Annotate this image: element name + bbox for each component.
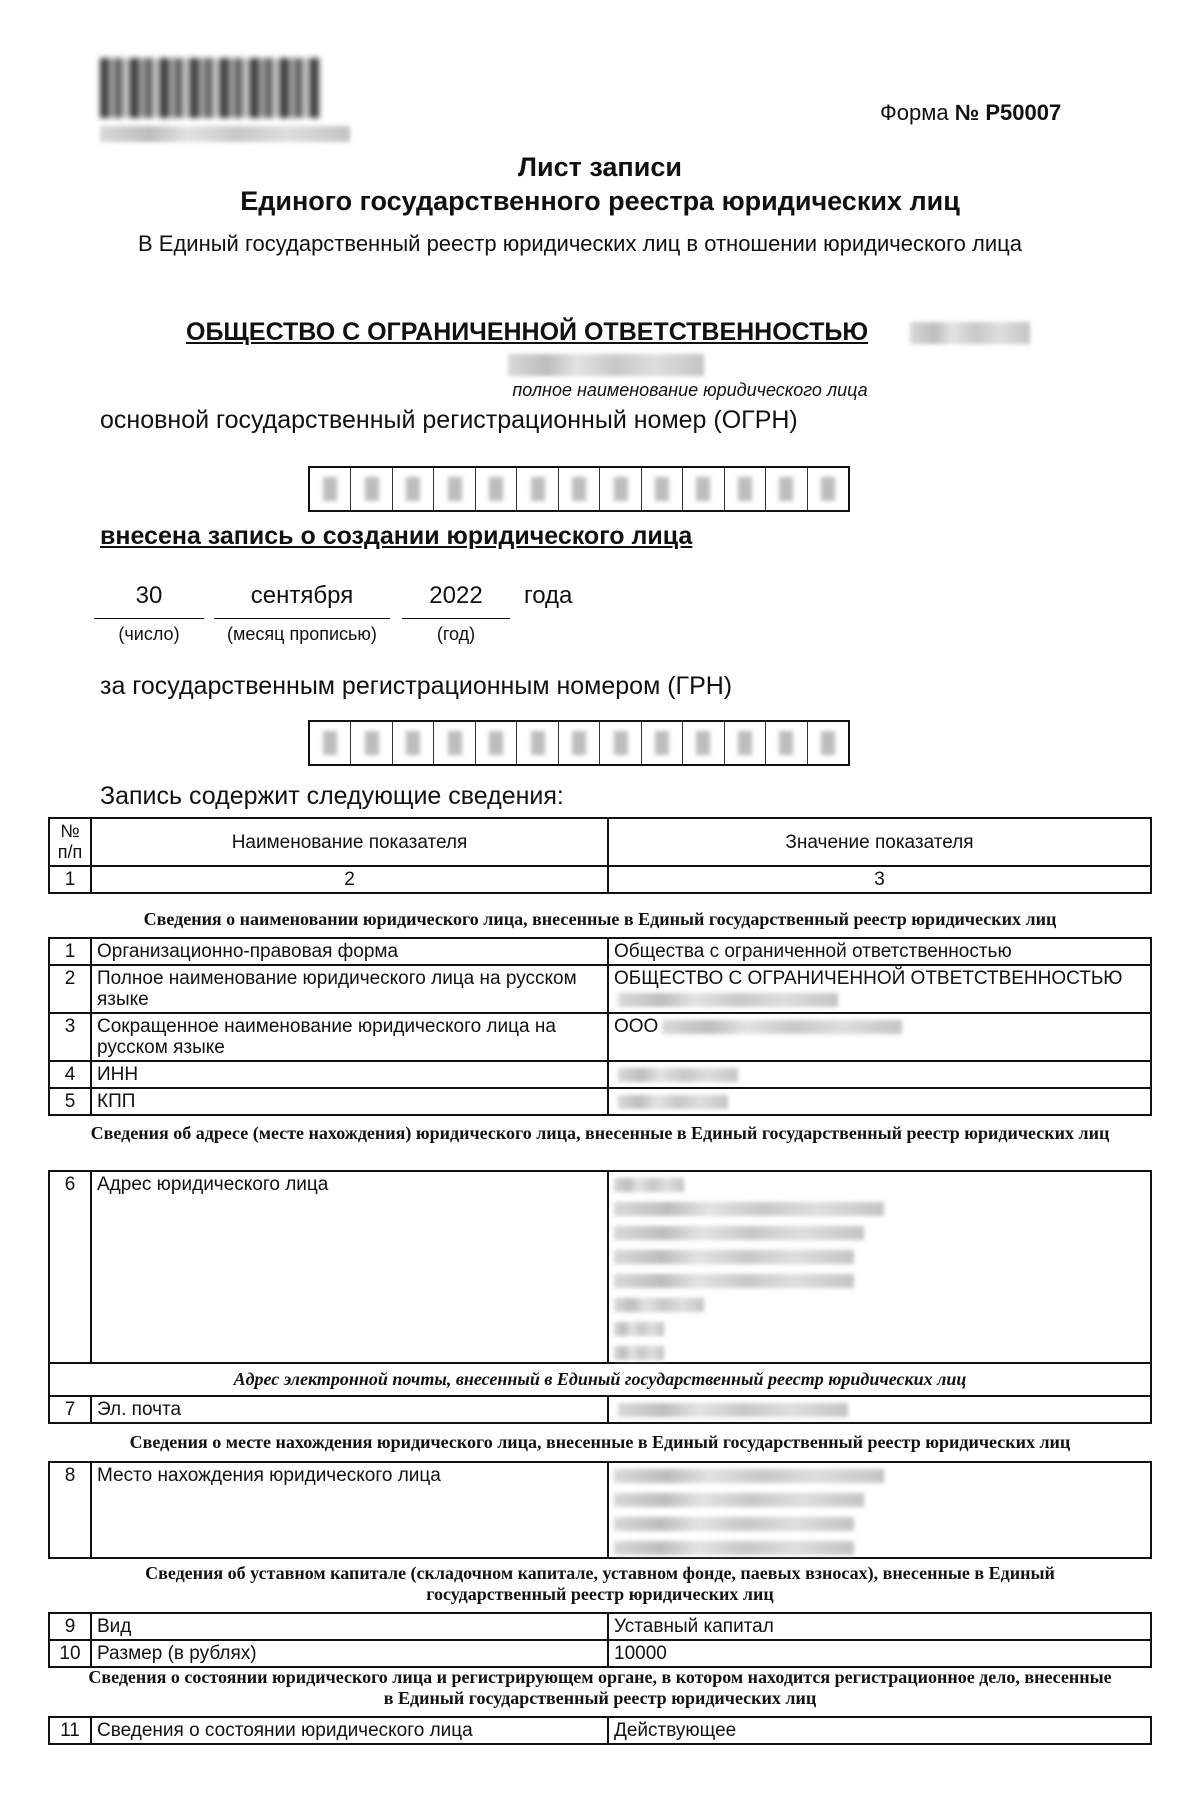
section-address-title: Сведения об адресе (месте нахождения) юридического лица, внесенные в Единый государственный реестр юридических лиц xyxy=(90,1123,1110,1143)
row-value xyxy=(608,1171,1151,1363)
section-location-title: Сведения о месте нахождения юридического лица, внесенные в Единый государственный реестр юридических лиц xyxy=(129,1432,1071,1452)
row-value: 10000 xyxy=(608,1640,1151,1667)
redacted-value xyxy=(618,1068,738,1082)
digit-cell xyxy=(517,468,558,510)
table-row xyxy=(49,1613,1151,1640)
location-table xyxy=(48,1461,1152,1559)
col-value-header: Значение показателя xyxy=(608,818,1151,866)
redacted-value xyxy=(614,1298,704,1312)
intro-text: В Единый государственный реестр юридических лиц в отношении юридического лица xyxy=(138,231,1022,256)
digit-cell xyxy=(600,722,641,764)
barcode-image xyxy=(100,58,320,118)
section-email-title: Адрес электронной почты, внесенный в Единый государственный реестр юридических лиц xyxy=(49,1363,1151,1396)
row-number: 10 xyxy=(49,1640,91,1667)
record-contains: Запись содержит следующие сведения: xyxy=(100,782,564,810)
names-table xyxy=(48,937,1152,1116)
digit-cell xyxy=(766,468,807,510)
org-name-redacted-line2 xyxy=(508,354,704,376)
digit-cell xyxy=(310,468,351,510)
digit-cell xyxy=(725,722,766,764)
org-name-redacted xyxy=(910,322,1030,344)
redacted-value xyxy=(614,1178,684,1192)
row-number: 8 xyxy=(49,1462,91,1558)
form-number xyxy=(880,100,1061,126)
entry-made-heading: внесена запись о создании юридического лица xyxy=(100,522,693,550)
redacted-email xyxy=(618,1403,848,1417)
status-table xyxy=(48,1716,1152,1745)
col-index-1: 1 xyxy=(49,866,91,893)
digit-cell xyxy=(642,722,683,764)
date-month: сентября xyxy=(214,582,390,619)
digit-cell xyxy=(766,722,807,764)
ogrn-digits xyxy=(308,466,850,512)
digit-cell xyxy=(559,468,600,510)
row-number: 4 xyxy=(49,1061,91,1088)
barcode-caption-redacted xyxy=(100,126,350,142)
digit-cell xyxy=(310,722,351,764)
date-month-caption: (месяц прописью) xyxy=(227,624,377,644)
redacted-value xyxy=(614,1541,854,1555)
row-name: Вид xyxy=(91,1613,608,1640)
table-row xyxy=(49,1462,1151,1558)
row-name: КПП xyxy=(91,1088,608,1115)
row-name: Сокращенное наименование юридического лица на русском языке xyxy=(91,1013,608,1061)
row-name: Организационно-правовая форма xyxy=(91,938,608,965)
digit-cell xyxy=(351,468,392,510)
document-title: Лист записи xyxy=(518,152,682,182)
row-value-text: ООО xyxy=(614,1016,659,1037)
table-row xyxy=(49,1013,1151,1061)
row-name: ИНН xyxy=(91,1061,608,1088)
redacted-value xyxy=(614,1274,854,1288)
redacted-value xyxy=(614,1493,864,1507)
table-row xyxy=(49,1061,1151,1088)
redacted-value xyxy=(614,1202,884,1216)
col-index-3: 3 xyxy=(608,866,1151,893)
redacted-value xyxy=(614,1226,864,1240)
row-number: 7 xyxy=(49,1396,91,1423)
digit-cell xyxy=(683,722,724,764)
redacted-value xyxy=(614,1346,664,1360)
capital-table xyxy=(48,1612,1152,1668)
row-number: 1 xyxy=(49,938,91,965)
row-name: Сведения о состоянии юридического лица xyxy=(91,1717,608,1744)
section-status-title: Сведения о состоянии юридического лица и регистрирующем органе, в котором находится регистрационное дело, внесенные в Единый государственный реестр юридических лиц xyxy=(88,1667,1112,1708)
redacted-value xyxy=(618,993,838,1007)
digit-cell xyxy=(476,722,517,764)
col-name-header: Наименование показателя xyxy=(91,818,608,866)
digit-cell xyxy=(476,468,517,510)
grn-digits xyxy=(308,720,850,766)
table-row xyxy=(49,1396,1151,1423)
row-name: Адрес юридического лица xyxy=(91,1171,608,1363)
table-row xyxy=(49,1717,1151,1744)
digit-cell xyxy=(434,468,475,510)
digit-cell xyxy=(559,722,600,764)
row-value xyxy=(608,1061,1151,1088)
row-number: 5 xyxy=(49,1088,91,1115)
row-number: 11 xyxy=(49,1717,91,1744)
digit-cell xyxy=(393,722,434,764)
row-value xyxy=(608,1396,1151,1423)
col-index-2: 2 xyxy=(91,866,608,893)
digit-cell xyxy=(434,722,475,764)
row-value xyxy=(608,965,1151,1013)
form-number-value: № Р50007 xyxy=(954,100,1062,125)
digit-cell xyxy=(725,468,766,510)
date-day-caption: (число) xyxy=(118,624,180,644)
table-row xyxy=(49,1088,1151,1115)
digit-cell xyxy=(808,468,848,510)
date-year-caption: (год) xyxy=(436,624,476,644)
redacted-value xyxy=(614,1322,664,1336)
redacted-value xyxy=(614,1250,854,1264)
row-name: Размер (в рублях) xyxy=(91,1640,608,1667)
ogrn-label: основной государственный регистрационный номер (ОГРН) xyxy=(100,406,798,434)
redacted-value xyxy=(618,1095,728,1109)
digit-cell xyxy=(808,722,848,764)
row-number: 2 xyxy=(49,965,91,1013)
row-value: Общества с ограниченной ответственностью xyxy=(608,938,1151,965)
col-number-header: № п/п xyxy=(49,818,91,866)
table-row xyxy=(49,965,1151,1013)
date-day: 30 xyxy=(94,582,204,619)
org-full-name: ОБЩЕСТВО С ОГРАНИЧЕННОЙ ОТВЕТСТВЕННОСТЬЮ xyxy=(186,318,869,346)
row-value: Действующее xyxy=(608,1717,1151,1744)
row-value xyxy=(608,1013,1151,1061)
table-row xyxy=(49,1171,1151,1363)
redacted-value xyxy=(662,1020,902,1034)
form-number-prefix: Форма xyxy=(880,100,949,125)
redacted-value xyxy=(614,1517,854,1531)
org-name-caption: полное наименование юридического лица xyxy=(512,380,868,400)
table-row xyxy=(49,938,1151,965)
digit-cell xyxy=(393,468,434,510)
row-name: Место нахождения юридического лица xyxy=(91,1462,608,1558)
row-number: 9 xyxy=(49,1613,91,1640)
table-header xyxy=(48,817,1152,894)
section-capital-title: Сведения об уставном капитале (складочном капитале, уставном фонде, паевых взносах), внесенные в Единый государственный реестр юридических лиц xyxy=(145,1563,1055,1604)
row-number: 6 xyxy=(49,1171,91,1363)
digit-cell xyxy=(517,722,558,764)
row-value xyxy=(608,1088,1151,1115)
row-value: Уставный капитал xyxy=(608,1613,1151,1640)
row-number: 3 xyxy=(49,1013,91,1061)
row-name: Полное наименование юридического лица на русском языке xyxy=(91,965,608,1013)
section-names-title: Сведения о наименовании юридического лица, внесенные в Единый государственный реестр юридических лиц xyxy=(143,909,1057,929)
digit-cell xyxy=(683,468,724,510)
date-year: 2022 xyxy=(402,582,510,619)
table-row xyxy=(49,1640,1151,1667)
row-value-text: ОБЩЕСТВО С ОГРАНИЧЕННОЙ ОТВЕТСТВЕННОСТЬЮ xyxy=(614,968,1123,989)
grn-label: за государственным регистрационным номером (ГРН) xyxy=(100,672,733,700)
document-subtitle: Единого государственного реестра юридических лиц xyxy=(240,186,960,216)
digit-cell xyxy=(600,468,641,510)
row-name: Эл. почта xyxy=(91,1396,608,1423)
digit-cell xyxy=(351,722,392,764)
row-value xyxy=(608,1462,1151,1558)
digit-cell xyxy=(642,468,683,510)
redacted-value xyxy=(614,1469,884,1483)
address-table xyxy=(48,1170,1152,1424)
date-suffix: года xyxy=(524,582,573,609)
